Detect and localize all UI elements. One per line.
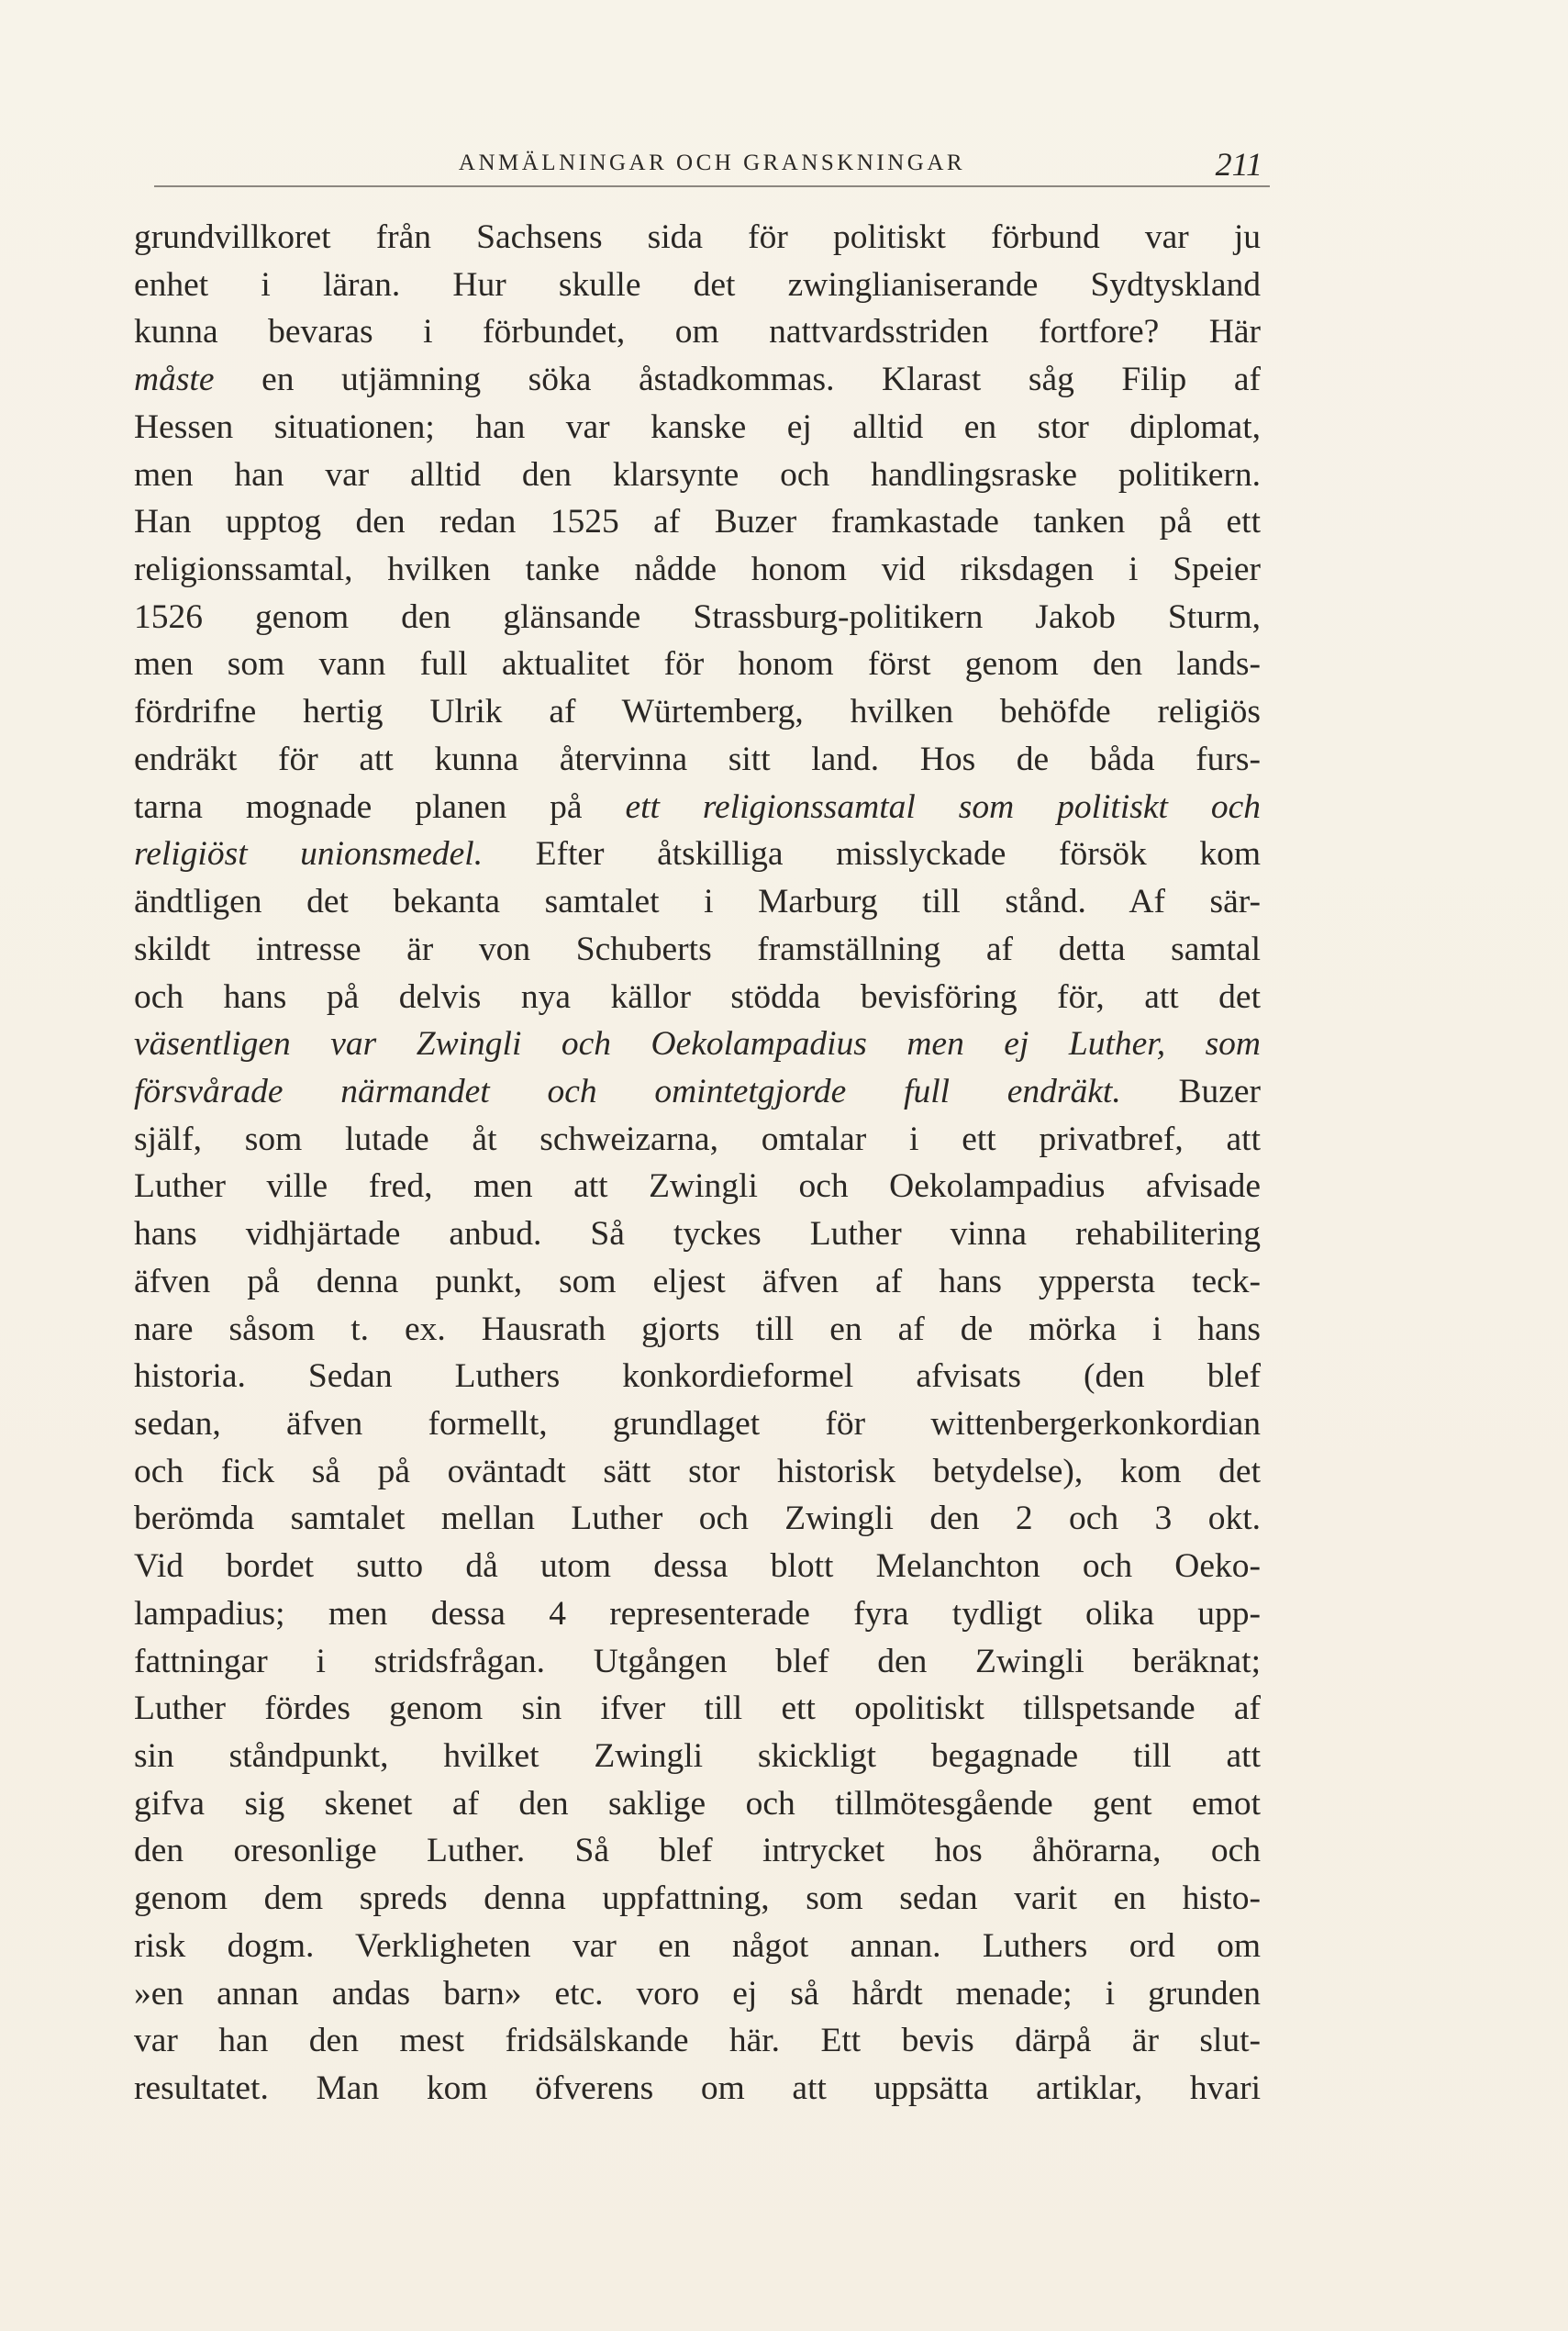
text-line	[134, 1733, 1261, 1780]
text-line	[134, 1021, 1261, 1068]
text-line	[134, 356, 1261, 404]
text-segment: sin ståndpunkt, hvilket Zwingli skickligt begagnade till att	[134, 1737, 1261, 1775]
text-line	[134, 452, 1261, 499]
text-line	[134, 1923, 1261, 1970]
text-line	[134, 1970, 1261, 2018]
text-line	[134, 1163, 1261, 1210]
text-segment: risk dogm. Verkligheten var en något annan. Luthers ord om	[134, 1926, 1261, 1965]
text-segment: var han den mest fridsälskande här. Ett bevis därpå är slut-	[134, 2022, 1261, 2060]
italic-segment: religiöst unionsmedel.	[134, 835, 484, 874]
text-line	[134, 1306, 1261, 1354]
text-segment: Luther fördes genom sin ifver till ett opolitiskt tillspetsande af	[134, 1690, 1261, 1728]
text-segment: Luther ville fred, men att Zwingli och Oekolampadius afvisade	[134, 1167, 1261, 1206]
text-segment: Han upptog den redan 1525 af Buzer framkastade tanken på ett	[134, 503, 1261, 541]
text-line	[134, 1543, 1261, 1590]
text-line	[134, 1875, 1261, 1923]
text-segment: men som vann full aktualitet för honom först genom den lands-	[134, 645, 1261, 684]
text-segment: äfven på denna punkt, som eljest äfven af hans yppersta teck-	[134, 1262, 1261, 1300]
text-segment: 1526 genom den glänsande Strassburg-politikern Jakob Sturm,	[134, 597, 1261, 636]
text-line	[134, 688, 1261, 736]
text-line	[134, 1068, 1261, 1116]
text-line	[134, 1685, 1261, 1733]
text-line	[134, 2017, 1261, 2065]
text-segment: sedan, äfven formellt, grundlaget för wittenbergerkonkordian	[134, 1404, 1261, 1443]
italic-segment: väsentligen var Zwingli och Oekolampadius men ej Luther, som	[134, 1025, 1261, 1064]
text-line	[134, 594, 1261, 641]
text-segment: nare såsom t. ex. Hausrath gjorts till en af de mörka i hans	[134, 1310, 1261, 1348]
text-segment: historia. Sedan Luthers konkordieformel afvisats (den blef	[134, 1357, 1261, 1396]
text-segment: men han var alltid den klarsynte och handlingsraske politikern.	[134, 455, 1261, 494]
text-line	[134, 1210, 1261, 1258]
text-line	[134, 498, 1261, 546]
text-segment: fattningar i stridsfrågan. Utgången blef den Zwingli beräknat;	[134, 1642, 1261, 1680]
text-segment: skildt intresse är von Schuberts framställning af detta samtal	[134, 930, 1261, 968]
text-line	[134, 1827, 1261, 1875]
text-line	[134, 404, 1261, 452]
text-segment: Vid bordet sutto då utom dessa blott Melanchton och Oeko-	[134, 1547, 1261, 1586]
text-line	[134, 736, 1261, 784]
text-line	[134, 2065, 1261, 2113]
text-segment: och hans på delvis nya källor stödda bevisföring för, att det	[134, 977, 1261, 1016]
body-text	[134, 214, 1261, 2113]
text-line	[134, 974, 1261, 1021]
text-line	[134, 546, 1261, 594]
text-line	[134, 1258, 1261, 1306]
text-segment: ändtligen det bekanta samtalet i Marburg till stånd. Af sär-	[134, 883, 1261, 921]
text-line	[134, 926, 1261, 974]
text-segment: berömda samtalet mellan Luther och Zwingli den 2 och 3 okt.	[134, 1500, 1261, 1538]
italic-segment: måste	[134, 361, 215, 399]
text-segment: religionssamtal, hvilken tanke nådde honom vid riksdagen i Speier	[134, 551, 1261, 589]
running-head: ANMÄLNINGAR OCH GRANSKNINGAR	[458, 151, 966, 175]
text-segment: Buzer	[1120, 1072, 1261, 1110]
text-segment: resultatet. Man kom öfverens om att uppsätta artiklar, hvari	[134, 2069, 1261, 2108]
text-segment: gifva sig skenet af den saklige och tillmötesgående gent emot	[134, 1784, 1261, 1823]
text-segment: endräkt för att kunna återvinna sitt land. Hos de båda furs-	[134, 740, 1261, 778]
text-line	[134, 1400, 1261, 1448]
text-line	[134, 1638, 1261, 1686]
text-line	[134, 878, 1261, 926]
text-segment: Efter åtskilliga misslyckade försök kom	[483, 835, 1261, 874]
text-segment: lampadius; men dessa 4 representerade fyra tydligt olika upp-	[134, 1594, 1261, 1633]
text-segment: grundvillkoret från Sachsens sida för politiskt förbund var ju	[134, 218, 1261, 256]
text-segment: den oresonlige Luther. Så blef intrycket hos åhörarna, och	[134, 1832, 1261, 1870]
text-line	[134, 1448, 1261, 1496]
text-line	[134, 1780, 1261, 1828]
text-line	[134, 831, 1261, 878]
text-line	[134, 1116, 1261, 1164]
text-line	[134, 1590, 1261, 1638]
text-segment: en utjämning söka åstadkommas. Klarast såg Filip af	[214, 361, 1261, 399]
page-number: 211	[1215, 146, 1262, 183]
text-segment: själf, som lutade åt schweizarna, omtalar i ett privatbref, att	[134, 1120, 1261, 1158]
text-line	[134, 641, 1261, 688]
italic-segment: ett religionssamtal som politiskt och	[625, 787, 1261, 826]
text-segment: fördrifne hertig Ulrik af Würtemberg, hvilken behöfde religiös	[134, 693, 1261, 731]
text-segment: Hessen situationen; han var kanske ej alltid en stor diplomat,	[134, 407, 1261, 446]
text-line	[134, 308, 1261, 356]
text-segment: enhet i läran. Hur skulle det zwinglianiserande Sydtyskland	[134, 265, 1261, 304]
text-segment: tarna mognade planen på	[134, 787, 626, 826]
text-line	[134, 214, 1261, 262]
italic-segment: försvårade närmandet och omintetgjorde full endräkt.	[134, 1072, 1121, 1110]
text-segment: »en annan andas barn» etc. voro ej så hårdt menade; i grunden	[134, 1974, 1261, 2013]
text-line	[134, 784, 1261, 831]
text-line	[134, 262, 1261, 309]
text-segment: hans vidhjärtade anbud. Så tyckes Luther vinna rehabilitering	[134, 1215, 1261, 1254]
text-line	[134, 1495, 1261, 1543]
page-header	[154, 145, 1270, 187]
text-segment: genom dem spreds denna uppfattning, som sedan varit en histo-	[134, 1879, 1261, 1918]
text-segment: och fick så på oväntadt sätt stor historisk betydelse), kom det	[134, 1452, 1261, 1490]
text-line	[134, 1353, 1261, 1400]
text-segment: kunna bevaras i förbundet, om nattvardsstriden fortfore? Här	[134, 313, 1261, 351]
